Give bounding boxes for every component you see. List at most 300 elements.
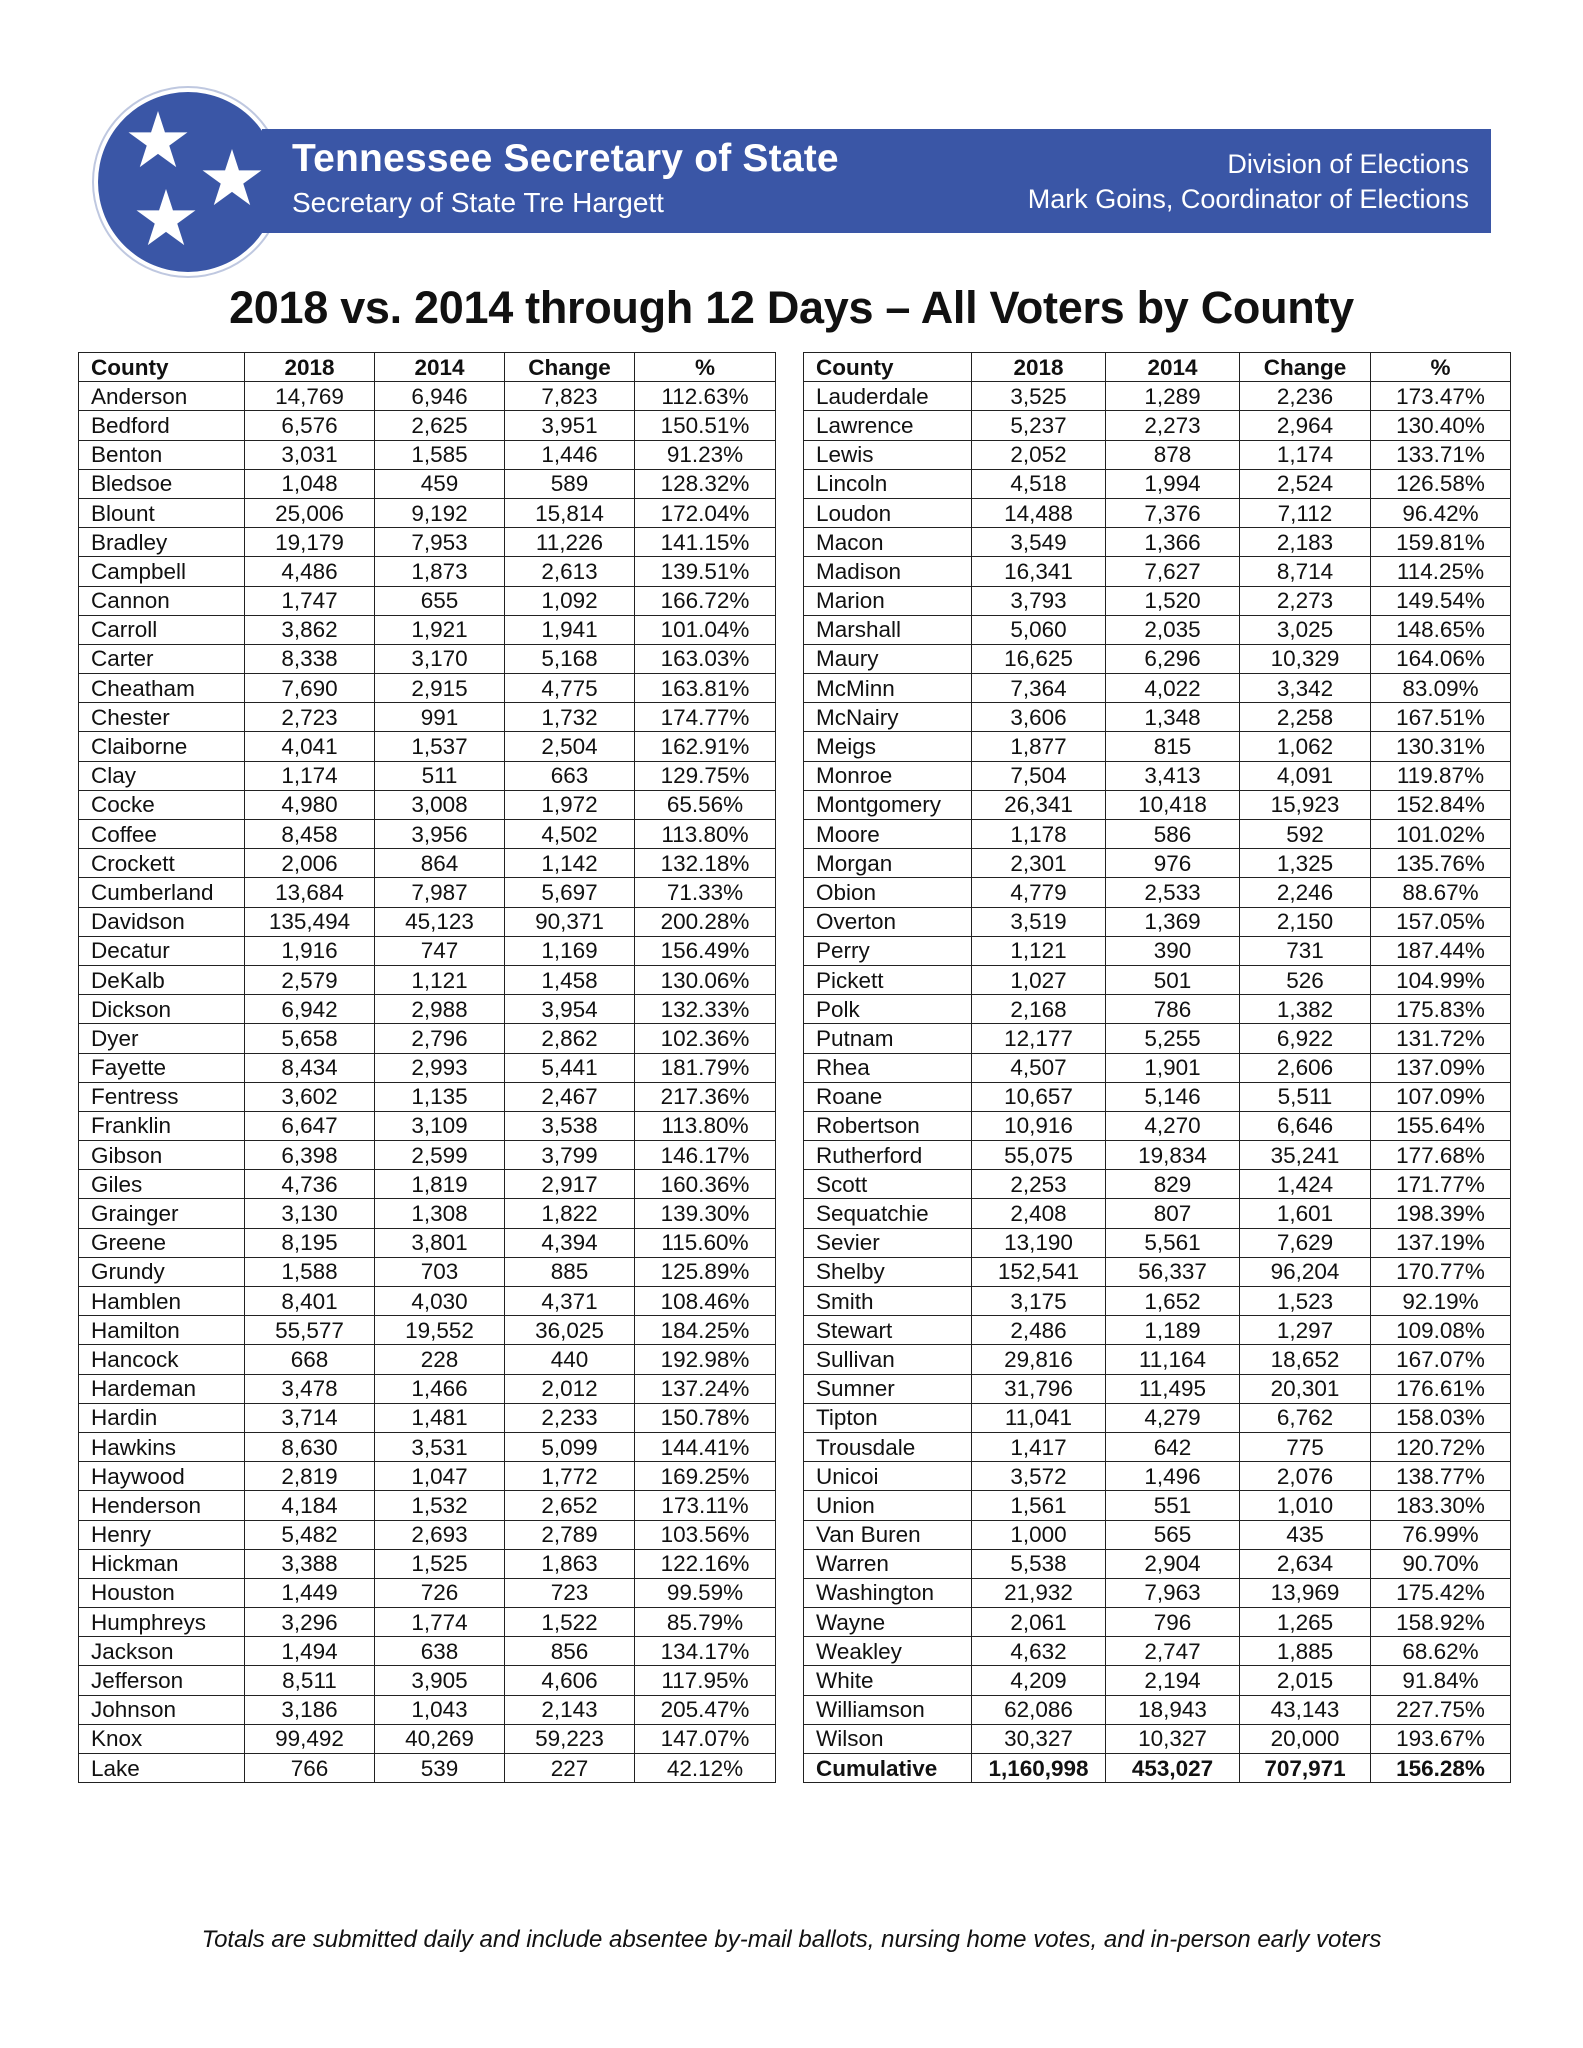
cell-county: Franklin — [79, 1111, 245, 1140]
table-row — [79, 1199, 776, 1228]
cell-change: 1,382 — [1240, 995, 1371, 1024]
cell-votes-2014: 1,047 — [375, 1462, 505, 1491]
cell-votes-2014: 807 — [1106, 1199, 1240, 1228]
cell-percent: 113.80% — [635, 1111, 776, 1140]
cell-votes-2018: 19,179 — [245, 528, 375, 557]
cell-percent: 139.30% — [635, 1199, 776, 1228]
cell-votes-2018: 4,736 — [245, 1170, 375, 1199]
table-row — [804, 1082, 1511, 1111]
cell-change: 59,223 — [505, 1724, 635, 1753]
cell-county: Hamblen — [79, 1287, 245, 1316]
cell-change: 2,015 — [1240, 1666, 1371, 1695]
cell-change: 1,941 — [505, 615, 635, 644]
cell-change: 707,971 — [1240, 1754, 1371, 1783]
cell-votes-2018: 2,301 — [972, 849, 1106, 878]
column-header-votes-2018: 2018 — [972, 353, 1106, 382]
cell-votes-2018: 3,525 — [972, 382, 1106, 411]
table-row — [804, 382, 1511, 411]
cell-votes-2018: 2,006 — [245, 849, 375, 878]
cell-county: Dyer — [79, 1024, 245, 1053]
cell-county: Montgomery — [804, 790, 972, 819]
table-row — [79, 1578, 776, 1607]
cell-votes-2018: 25,006 — [245, 498, 375, 527]
cell-change: 227 — [505, 1754, 635, 1783]
cell-change: 2,150 — [1240, 907, 1371, 936]
cell-change: 1,772 — [505, 1462, 635, 1491]
table-row — [804, 1345, 1511, 1374]
cell-change: 1,732 — [505, 703, 635, 732]
table-row — [79, 703, 776, 732]
cell-county: Hamilton — [79, 1316, 245, 1345]
cell-votes-2014: 11,495 — [1106, 1374, 1240, 1403]
cell-votes-2018: 4,209 — [972, 1666, 1106, 1695]
cell-percent: 198.39% — [1371, 1199, 1511, 1228]
cell-votes-2018: 55,075 — [972, 1141, 1106, 1170]
cell-change: 35,241 — [1240, 1141, 1371, 1170]
cell-votes-2014: 1,308 — [375, 1199, 505, 1228]
cell-county: Wayne — [804, 1608, 972, 1637]
table-row — [79, 1374, 776, 1403]
table-row — [804, 1316, 1511, 1345]
cell-county: Jackson — [79, 1637, 245, 1666]
cell-votes-2014: 19,552 — [375, 1316, 505, 1345]
table-row — [79, 586, 776, 615]
table-row — [804, 965, 1511, 994]
cell-percent: 170.77% — [1371, 1257, 1511, 1286]
cell-votes-2014: 539 — [375, 1754, 505, 1783]
cell-change: 10,329 — [1240, 644, 1371, 673]
table-header-row — [79, 353, 776, 382]
table-row — [804, 1228, 1511, 1257]
cell-change: 2,504 — [505, 732, 635, 761]
cell-votes-2018: 8,338 — [245, 644, 375, 673]
cell-votes-2018: 29,816 — [972, 1345, 1106, 1374]
cell-votes-2014: 5,255 — [1106, 1024, 1240, 1053]
cell-votes-2014: 703 — [375, 1257, 505, 1286]
cell-percent: 65.56% — [635, 790, 776, 819]
cell-votes-2018: 1,561 — [972, 1491, 1106, 1520]
cell-change: 1,297 — [1240, 1316, 1371, 1345]
cell-change: 2,236 — [1240, 382, 1371, 411]
cell-change: 3,538 — [505, 1111, 635, 1140]
cell-votes-2014: 5,146 — [1106, 1082, 1240, 1111]
cell-county: Henderson — [79, 1491, 245, 1520]
cell-county: Jefferson — [79, 1666, 245, 1695]
cell-change: 4,091 — [1240, 761, 1371, 790]
cell-votes-2018: 8,401 — [245, 1287, 375, 1316]
cell-percent: 187.44% — [1371, 936, 1511, 965]
table-row — [804, 732, 1511, 761]
cell-change: 440 — [505, 1345, 635, 1374]
footnote: Totals are submitted daily and include absentee by-mail ballots, nursing home votes, and in-person early voters — [201, 1926, 1382, 1953]
cell-county: Scott — [804, 1170, 972, 1199]
cell-change: 1,458 — [505, 965, 635, 994]
cell-county: Putnam — [804, 1024, 972, 1053]
cell-percent: 172.04% — [635, 498, 776, 527]
cell-votes-2018: 6,647 — [245, 1111, 375, 1140]
cell-change: 2,606 — [1240, 1053, 1371, 1082]
cell-change: 8,714 — [1240, 557, 1371, 586]
column-header-change: Change — [1240, 353, 1371, 382]
column-header-votes-2014: 2014 — [375, 353, 505, 382]
cell-votes-2014: 45,123 — [375, 907, 505, 936]
cell-votes-2018: 14,769 — [245, 382, 375, 411]
cell-votes-2018: 21,932 — [972, 1578, 1106, 1607]
cell-votes-2018: 4,632 — [972, 1637, 1106, 1666]
cell-votes-2018: 3,388 — [245, 1549, 375, 1578]
cell-votes-2014: 2,993 — [375, 1053, 505, 1082]
cell-change: 3,799 — [505, 1141, 635, 1170]
cell-votes-2014: 453,027 — [1106, 1754, 1240, 1783]
cell-votes-2014: 1,496 — [1106, 1462, 1240, 1491]
table-row — [79, 1462, 776, 1491]
cell-change: 2,258 — [1240, 703, 1371, 732]
cell-change: 90,371 — [505, 907, 635, 936]
cell-change: 1,169 — [505, 936, 635, 965]
cell-county: Rhea — [804, 1053, 972, 1082]
table-row — [804, 703, 1511, 732]
cell-county: McNairy — [804, 703, 972, 732]
cell-votes-2018: 1,121 — [972, 936, 1106, 965]
cell-county: Sumner — [804, 1374, 972, 1403]
cell-percent: 163.81% — [635, 674, 776, 703]
cell-votes-2014: 2,035 — [1106, 615, 1240, 644]
table-row — [79, 849, 776, 878]
cell-county: Hickman — [79, 1549, 245, 1578]
cell-county: Cumulative — [804, 1754, 972, 1783]
cell-votes-2018: 2,819 — [245, 1462, 375, 1491]
table-row — [79, 382, 776, 411]
table-row — [804, 1170, 1511, 1199]
table-row — [79, 1287, 776, 1316]
table-row — [79, 1053, 776, 1082]
cell-votes-2018: 11,041 — [972, 1403, 1106, 1432]
table-row — [79, 907, 776, 936]
cell-votes-2014: 5,561 — [1106, 1228, 1240, 1257]
cell-votes-2014: 3,801 — [375, 1228, 505, 1257]
cell-change: 2,076 — [1240, 1462, 1371, 1491]
cell-votes-2014: 228 — [375, 1345, 505, 1374]
column-header-percent: % — [635, 353, 776, 382]
cell-change: 1,972 — [505, 790, 635, 819]
table-row — [79, 995, 776, 1024]
cell-percent: 173.11% — [635, 1491, 776, 1520]
cell-change: 1,265 — [1240, 1608, 1371, 1637]
cell-county: Tipton — [804, 1403, 972, 1432]
cell-percent: 200.28% — [635, 907, 776, 936]
table-row — [804, 1520, 1511, 1549]
cell-change: 5,168 — [505, 644, 635, 673]
cell-change: 2,524 — [1240, 469, 1371, 498]
cell-county: Decatur — [79, 936, 245, 965]
cell-votes-2018: 135,494 — [245, 907, 375, 936]
cell-votes-2018: 2,486 — [972, 1316, 1106, 1345]
cell-percent: 122.16% — [635, 1549, 776, 1578]
cell-votes-2018: 1,494 — [245, 1637, 375, 1666]
cell-percent: 173.47% — [1371, 382, 1511, 411]
cell-county: McMinn — [804, 674, 972, 703]
cell-percent: 164.06% — [1371, 644, 1511, 673]
cell-votes-2018: 7,504 — [972, 761, 1106, 790]
cell-votes-2018: 3,031 — [245, 440, 375, 469]
cell-votes-2018: 1,000 — [972, 1520, 1106, 1549]
cell-votes-2014: 2,693 — [375, 1520, 505, 1549]
cell-votes-2018: 3,186 — [245, 1695, 375, 1724]
cell-county: Overton — [804, 907, 972, 936]
cell-percent: 134.17% — [635, 1637, 776, 1666]
cell-county: Hancock — [79, 1345, 245, 1374]
table-row — [804, 557, 1511, 586]
cell-county: Fentress — [79, 1082, 245, 1111]
cell-county: Moore — [804, 820, 972, 849]
cell-votes-2018: 8,434 — [245, 1053, 375, 1082]
cell-change: 2,862 — [505, 1024, 635, 1053]
cell-percent: 120.72% — [1371, 1432, 1511, 1461]
cell-change: 18,652 — [1240, 1345, 1371, 1374]
county-table-right — [803, 352, 1511, 1783]
cell-percent: 108.46% — [635, 1287, 776, 1316]
cell-percent: 99.59% — [635, 1578, 776, 1607]
cell-votes-2014: 3,531 — [375, 1432, 505, 1461]
cell-percent: 125.89% — [635, 1257, 776, 1286]
cell-change: 2,917 — [505, 1170, 635, 1199]
cell-percent: 147.07% — [635, 1724, 776, 1753]
cell-votes-2014: 4,279 — [1106, 1403, 1240, 1432]
cell-percent: 137.19% — [1371, 1228, 1511, 1257]
table-row — [79, 1345, 776, 1374]
cell-county: Hardin — [79, 1403, 245, 1432]
cell-votes-2014: 878 — [1106, 440, 1240, 469]
cell-votes-2018: 8,511 — [245, 1666, 375, 1695]
cell-county: Warren — [804, 1549, 972, 1578]
column-header-county: County — [804, 353, 972, 382]
cell-votes-2018: 5,658 — [245, 1024, 375, 1053]
cell-votes-2014: 551 — [1106, 1491, 1240, 1520]
cell-votes-2014: 2,273 — [1106, 411, 1240, 440]
cell-votes-2018: 3,549 — [972, 528, 1106, 557]
cell-percent: 227.75% — [1371, 1695, 1511, 1724]
cell-votes-2014: 18,943 — [1106, 1695, 1240, 1724]
cell-county: Weakley — [804, 1637, 972, 1666]
table-row — [804, 440, 1511, 469]
table-row — [804, 1578, 1511, 1607]
cell-percent: 101.04% — [635, 615, 776, 644]
table-row — [79, 674, 776, 703]
table-row — [804, 1024, 1511, 1053]
cell-votes-2018: 3,714 — [245, 1403, 375, 1432]
cell-votes-2014: 1,369 — [1106, 907, 1240, 936]
cell-percent: 102.36% — [635, 1024, 776, 1053]
cell-county: Washington — [804, 1578, 972, 1607]
cell-change: 3,954 — [505, 995, 635, 1024]
cell-votes-2018: 4,518 — [972, 469, 1106, 498]
cell-votes-2018: 5,538 — [972, 1549, 1106, 1578]
cell-votes-2014: 3,956 — [375, 820, 505, 849]
cell-percent: 175.42% — [1371, 1578, 1511, 1607]
cell-county: Loudon — [804, 498, 972, 527]
cell-percent: 192.98% — [635, 1345, 776, 1374]
cell-percent: 159.81% — [1371, 528, 1511, 557]
table-row — [79, 440, 776, 469]
cell-votes-2018: 2,408 — [972, 1199, 1106, 1228]
cell-votes-2014: 1,652 — [1106, 1287, 1240, 1316]
cell-votes-2014: 726 — [375, 1578, 505, 1607]
cell-votes-2018: 1,160,998 — [972, 1754, 1106, 1783]
cell-votes-2014: 2,194 — [1106, 1666, 1240, 1695]
cell-percent: 167.07% — [1371, 1345, 1511, 1374]
page-title: 2018 vs. 2014 through 12 Days – All Voters by County — [229, 282, 1354, 333]
cell-percent: 71.33% — [635, 878, 776, 907]
cell-county: Maury — [804, 644, 972, 673]
cell-percent: 91.84% — [1371, 1666, 1511, 1695]
cell-votes-2018: 62,086 — [972, 1695, 1106, 1724]
cell-change: 5,511 — [1240, 1082, 1371, 1111]
cell-percent: 163.03% — [635, 644, 776, 673]
cell-votes-2018: 1,747 — [245, 586, 375, 615]
cell-votes-2018: 8,630 — [245, 1432, 375, 1461]
cell-county: Pickett — [804, 965, 972, 994]
cell-votes-2018: 16,625 — [972, 644, 1106, 673]
cell-votes-2014: 56,337 — [1106, 1257, 1240, 1286]
cell-change: 3,025 — [1240, 615, 1371, 644]
column-header-votes-2018: 2018 — [245, 353, 375, 382]
cell-county: Lauderdale — [804, 382, 972, 411]
cell-percent: 152.84% — [1371, 790, 1511, 819]
table-row — [79, 498, 776, 527]
cell-county: Claiborne — [79, 732, 245, 761]
cell-percent: 156.49% — [635, 936, 776, 965]
cell-votes-2014: 2,904 — [1106, 1549, 1240, 1578]
cell-votes-2014: 40,269 — [375, 1724, 505, 1753]
cell-votes-2014: 586 — [1106, 820, 1240, 849]
cell-county: Greene — [79, 1228, 245, 1257]
cell-county: Williamson — [804, 1695, 972, 1724]
cell-percent: 113.80% — [635, 820, 776, 849]
cell-votes-2014: 1,520 — [1106, 586, 1240, 615]
cell-votes-2014: 3,170 — [375, 644, 505, 673]
cell-votes-2018: 5,060 — [972, 615, 1106, 644]
cell-county: Lincoln — [804, 469, 972, 498]
cell-change: 3,342 — [1240, 674, 1371, 703]
cell-change: 4,775 — [505, 674, 635, 703]
cell-county: Sevier — [804, 1228, 972, 1257]
cell-change: 4,371 — [505, 1287, 635, 1316]
cell-percent: 171.77% — [1371, 1170, 1511, 1199]
cell-change: 1,446 — [505, 440, 635, 469]
cell-votes-2014: 10,327 — [1106, 1724, 1240, 1753]
table-row — [79, 936, 776, 965]
cell-percent: 85.79% — [635, 1608, 776, 1637]
table-row — [79, 615, 776, 644]
table-row — [79, 1082, 776, 1111]
cell-votes-2014: 4,022 — [1106, 674, 1240, 703]
table-row — [79, 528, 776, 557]
cell-percent: 169.25% — [635, 1462, 776, 1491]
cell-votes-2014: 976 — [1106, 849, 1240, 878]
cell-votes-2018: 3,862 — [245, 615, 375, 644]
cell-votes-2014: 565 — [1106, 1520, 1240, 1549]
cell-votes-2018: 3,130 — [245, 1199, 375, 1228]
cell-percent: 148.65% — [1371, 615, 1511, 644]
cell-percent: 184.25% — [635, 1316, 776, 1345]
table-row — [804, 1403, 1511, 1432]
cell-percent: 92.19% — [1371, 1287, 1511, 1316]
cell-change: 2,964 — [1240, 411, 1371, 440]
cell-change: 43,143 — [1240, 1695, 1371, 1724]
cell-votes-2014: 6,946 — [375, 382, 505, 411]
table-row — [79, 1228, 776, 1257]
cell-county: Sequatchie — [804, 1199, 972, 1228]
table-row — [804, 1462, 1511, 1491]
cell-county: Shelby — [804, 1257, 972, 1286]
cell-votes-2014: 2,915 — [375, 674, 505, 703]
table-row — [804, 761, 1511, 790]
cell-county: Rutherford — [804, 1141, 972, 1170]
cell-votes-2014: 991 — [375, 703, 505, 732]
column-header-votes-2014: 2014 — [1106, 353, 1240, 382]
cell-votes-2018: 31,796 — [972, 1374, 1106, 1403]
cell-votes-2014: 864 — [375, 849, 505, 878]
cell-change: 1,062 — [1240, 732, 1371, 761]
table-header-row — [804, 353, 1511, 382]
cell-county: Polk — [804, 995, 972, 1024]
cell-change: 15,923 — [1240, 790, 1371, 819]
cell-votes-2014: 1,189 — [1106, 1316, 1240, 1345]
cell-county: Clay — [79, 761, 245, 790]
cell-change: 1,325 — [1240, 849, 1371, 878]
column-header-percent: % — [1371, 353, 1511, 382]
cell-change: 96,204 — [1240, 1257, 1371, 1286]
cell-votes-2014: 1,819 — [375, 1170, 505, 1199]
cell-votes-2018: 7,690 — [245, 674, 375, 703]
cell-percent: 146.17% — [635, 1141, 776, 1170]
cell-county: Giles — [79, 1170, 245, 1199]
cell-county: Bledsoe — [79, 469, 245, 498]
cell-percent: 90.70% — [1371, 1549, 1511, 1578]
table-row — [79, 469, 776, 498]
cell-votes-2018: 1,174 — [245, 761, 375, 790]
cell-votes-2018: 3,478 — [245, 1374, 375, 1403]
cell-votes-2014: 1,901 — [1106, 1053, 1240, 1082]
table-row — [804, 1141, 1511, 1170]
cell-votes-2014: 1,774 — [375, 1608, 505, 1637]
cell-change: 11,226 — [505, 528, 635, 557]
cell-county: Chester — [79, 703, 245, 732]
cell-change: 20,301 — [1240, 1374, 1371, 1403]
cell-county: Macon — [804, 528, 972, 557]
cell-county: Roane — [804, 1082, 972, 1111]
org-subtitle: Secretary of State Tre Hargett — [292, 187, 664, 218]
cell-change: 2,467 — [505, 1082, 635, 1111]
table-row — [804, 1724, 1511, 1753]
cell-percent: 149.54% — [1371, 586, 1511, 615]
table-row — [79, 761, 776, 790]
cell-percent: 88.67% — [1371, 878, 1511, 907]
cell-county: Unicoi — [804, 1462, 972, 1491]
cell-percent: 205.47% — [635, 1695, 776, 1724]
cell-county: Robertson — [804, 1111, 972, 1140]
cell-votes-2018: 1,048 — [245, 469, 375, 498]
table-row — [79, 1491, 776, 1520]
cell-change: 592 — [1240, 820, 1371, 849]
cell-votes-2018: 3,519 — [972, 907, 1106, 936]
cell-county: Dickson — [79, 995, 245, 1024]
cell-change: 6,762 — [1240, 1403, 1371, 1432]
cell-change: 2,789 — [505, 1520, 635, 1549]
cell-change: 1,601 — [1240, 1199, 1371, 1228]
cell-votes-2014: 19,834 — [1106, 1141, 1240, 1170]
cell-change: 3,951 — [505, 411, 635, 440]
